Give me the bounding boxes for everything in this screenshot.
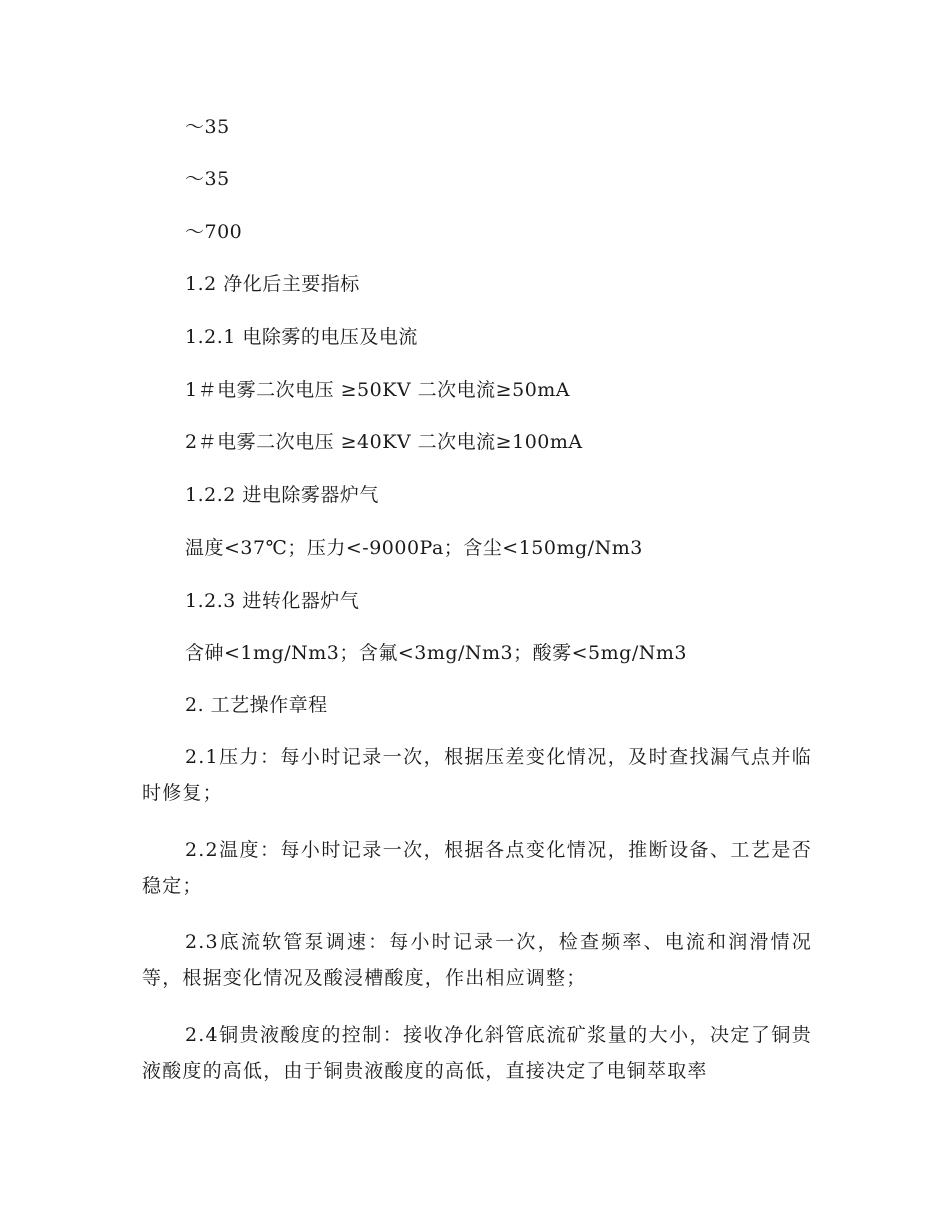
range-value-1: ～35 [185,116,230,138]
gas-conditions-converter: 含砷<1mg/Nm3；含氟<3mg/Nm3；酸雾<5mg/Nm3 [185,642,687,664]
section-heading-1-2-3: 1.2.3 进转化器炉气 [185,590,360,612]
section-heading-2: 2. 工艺操作章程 [185,694,328,716]
mist-2-voltage-current: 2＃电雾二次电压 ≥40KV 二次电流≥100mA [185,431,583,453]
section-heading-1-2-1: 1.2.1 电除雾的电压及电流 [185,326,418,348]
paragraph-2-1: 2.1压力：每小时记录一次，根据压差变化情况，及时查找漏气点并临时修复； [142,746,812,804]
range-value-3: ～700 [185,221,243,243]
section-heading-1-2-2: 1.2.2 进电除雾器炉气 [185,484,379,506]
range-value-2: ～35 [185,168,230,190]
section-heading-1-2: 1.2 净化后主要指标 [185,273,360,295]
mist-1-voltage-current: 1＃电雾二次电压 ≥50KV 二次电流≥50mA [185,379,571,401]
paragraph-2-2: 2.2温度：每小时记录一次，根据各点变化情况，推断设备、工艺是否稳定； [142,839,812,897]
gas-conditions-mist: 温度<37℃；压力<-9000Pa；含尘<150mg/Nm3 [185,537,643,559]
paragraph-2-3: 2.3底流软管泵调速：每小时记录一次，检查频率、电流和润滑情况等，根据变化情况及酸浸槽酸度，作出相应调整； [142,931,812,989]
paragraph-2-4: 2.4铜贵液酸度的控制：接收净化斜管底流矿浆量的大小，决定了铜贵液酸度的高低，由于铜贵液酸度的高低，直接决定了电铜萃取率 [142,1024,812,1082]
